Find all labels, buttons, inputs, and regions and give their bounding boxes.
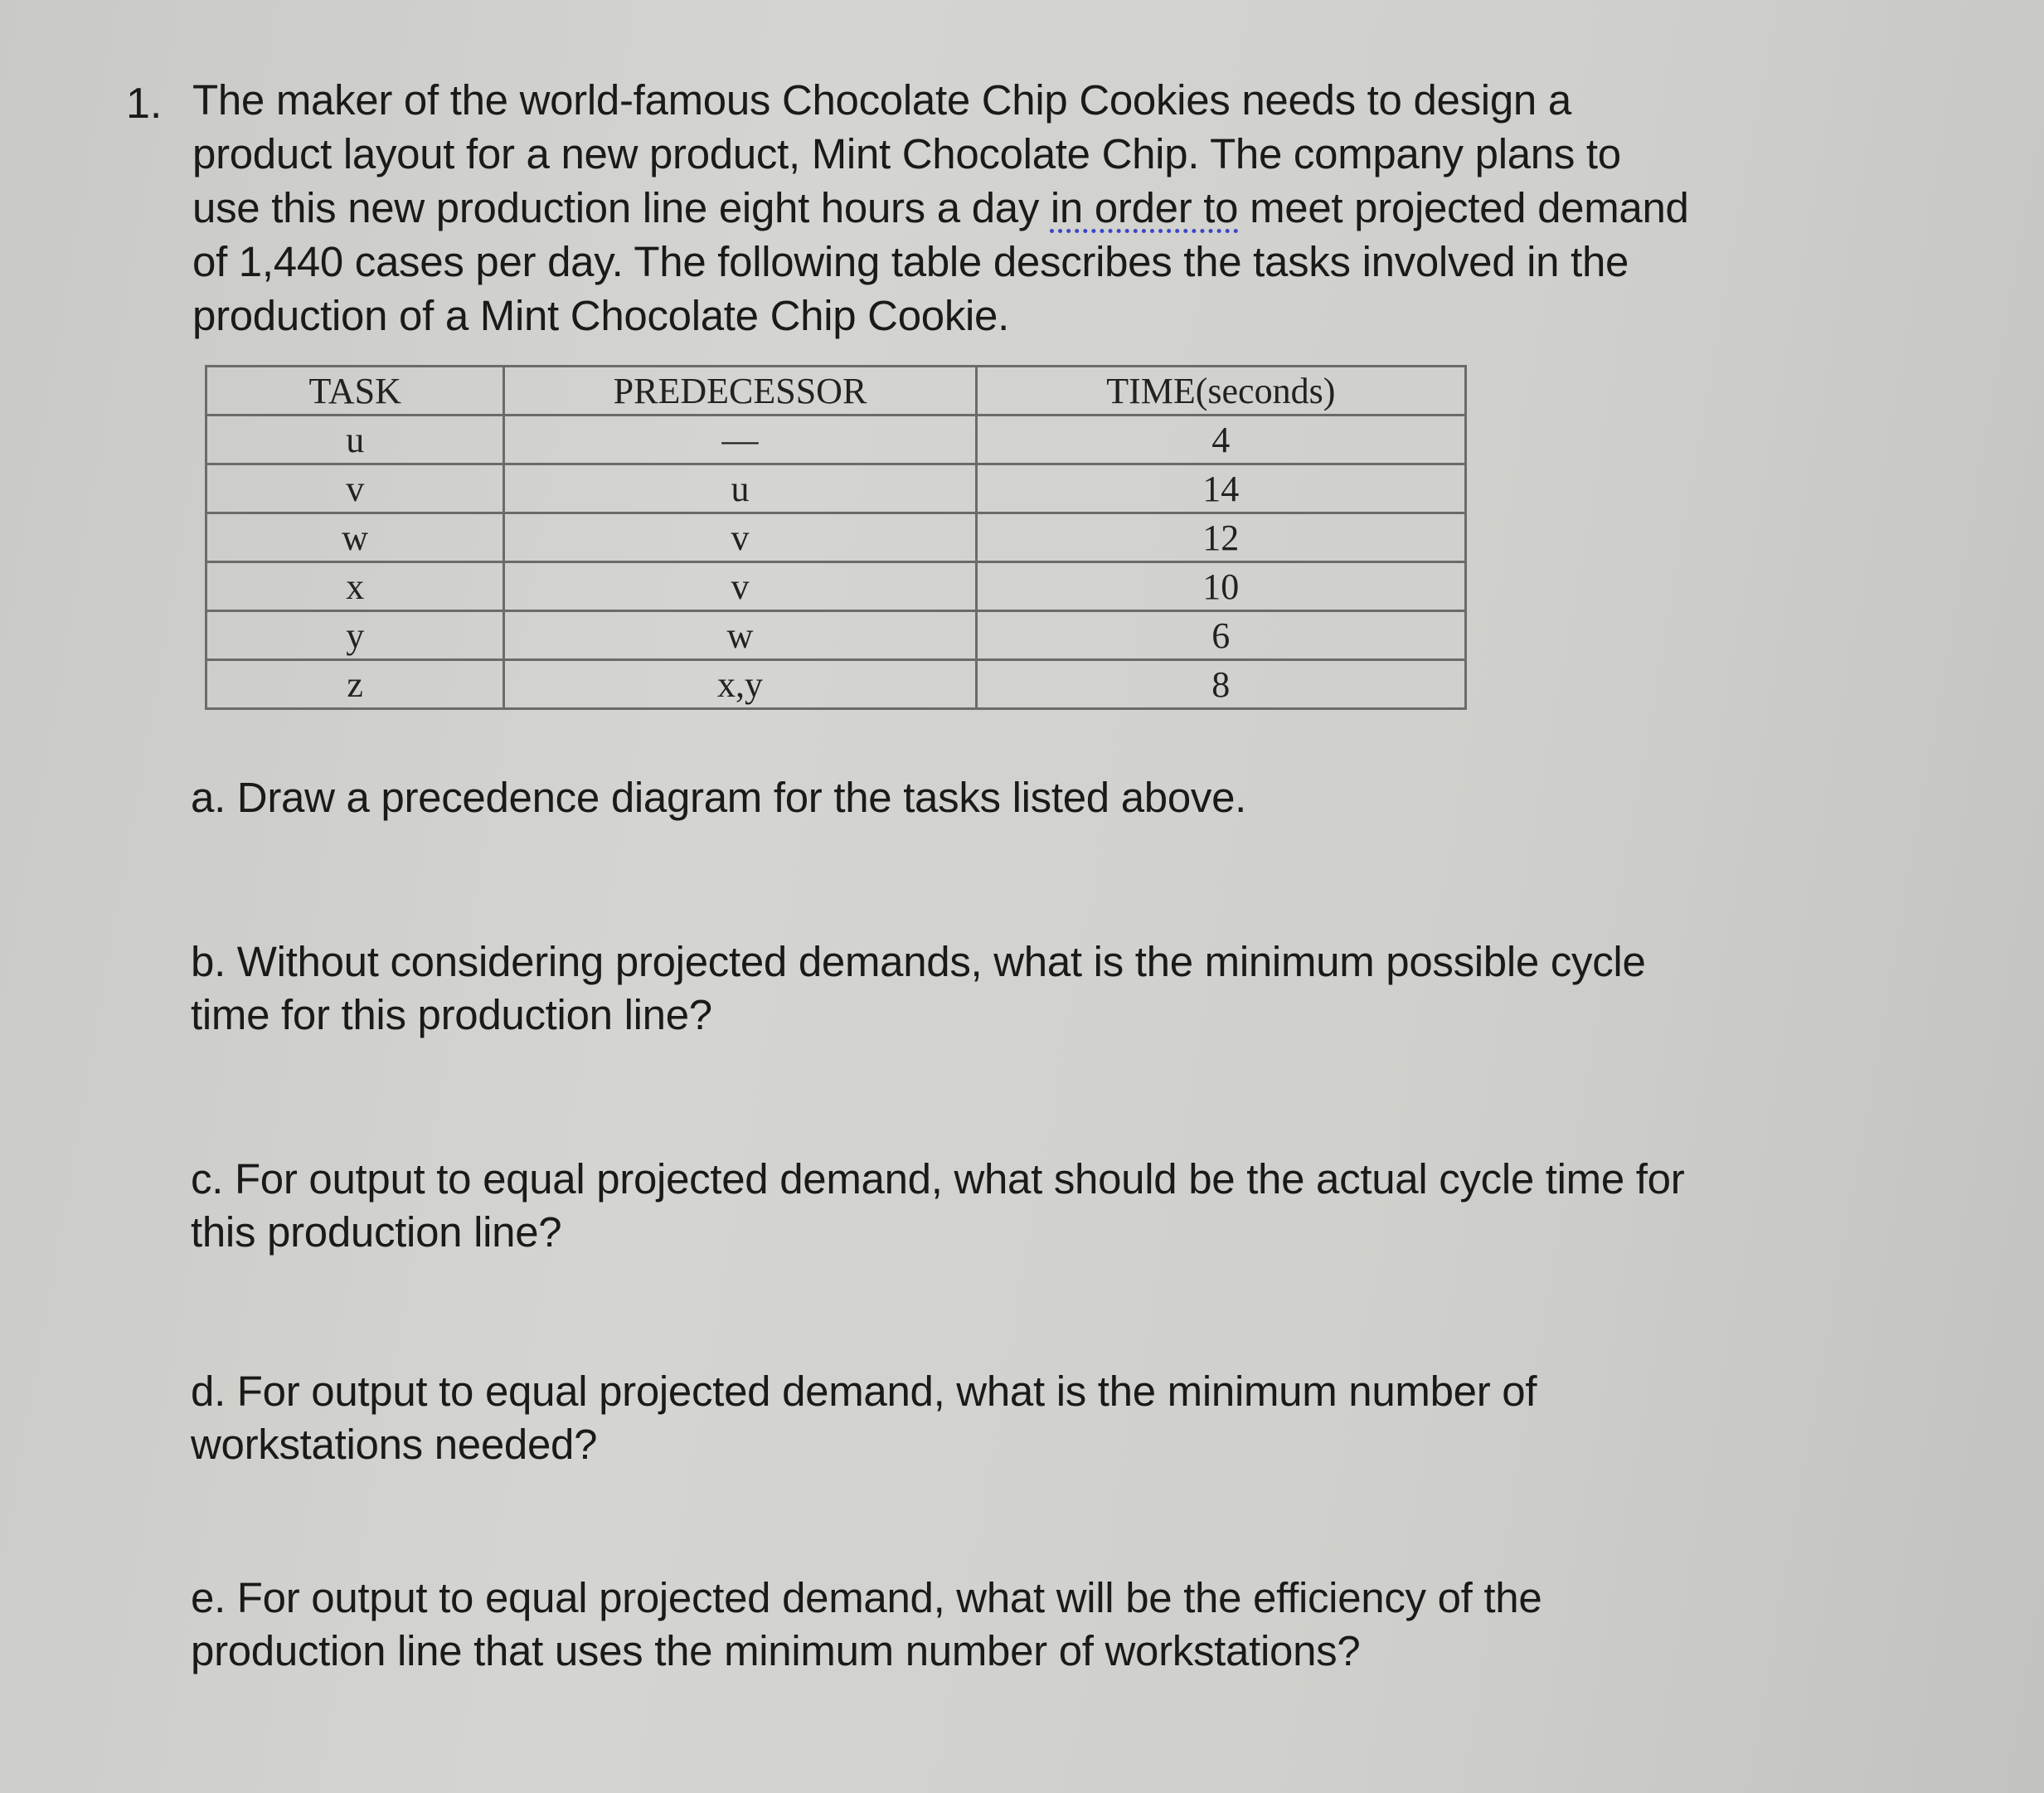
intro-line: of 1,440 cases per day. The following table describes the tasks involved in the	[192, 238, 1629, 285]
table-header-row	[206, 367, 1466, 415]
sub-question-line: e. For output to equal projected demand, what will be the efficiency of the	[191, 1574, 1542, 1621]
cell-task: y	[206, 611, 504, 660]
intro-line	[192, 181, 1901, 235]
intro-line: The maker of the world-famous Chocolate Chip Cookies needs to design a	[192, 76, 1571, 124]
cell-predecessor: v	[504, 513, 976, 562]
sub-question-line: a. Draw a precedence diagram for the tasks listed above.	[191, 774, 1247, 821]
cell-predecessor: v	[504, 562, 976, 611]
cell-time: 14	[976, 464, 1465, 513]
cell-task: v	[206, 464, 504, 513]
intro-segment: use this new production line eight hours a day	[192, 184, 1051, 231]
cell-time: 12	[976, 513, 1465, 562]
sub-question-a	[191, 771, 1891, 824]
cell-task: w	[206, 513, 504, 562]
intro-line: production of a Mint Chocolate Chip Cookie.	[192, 292, 1009, 339]
sub-question-d	[191, 1365, 1891, 1471]
sub-question-line: this production line?	[191, 1208, 562, 1256]
cell-task: x	[206, 562, 504, 611]
cell-task: u	[206, 415, 504, 464]
cell-predecessor: —	[504, 415, 976, 464]
cell-task: z	[206, 660, 504, 709]
header-task: TASK	[206, 367, 504, 415]
cell-time: 4	[976, 415, 1465, 464]
sub-question-c	[191, 1153, 1891, 1259]
question-intro	[192, 73, 1901, 343]
header-time: TIME(seconds)	[976, 367, 1465, 415]
intro-line: product layout for a new product, Mint Chocolate Chip. The company plans to	[192, 130, 1621, 177]
cell-time: 8	[976, 660, 1465, 709]
sub-question-e	[191, 1572, 1891, 1678]
sub-question-b	[191, 935, 1891, 1042]
table-row	[206, 415, 1466, 464]
cell-predecessor: u	[504, 464, 976, 513]
sub-question-line: b. Without considering projected demands, what is the minimum possible cycle	[191, 938, 1646, 985]
cell-time: 10	[976, 562, 1465, 611]
cell-predecessor: w	[504, 611, 976, 660]
table-row	[206, 513, 1466, 562]
sub-question-line: workstations needed?	[191, 1421, 598, 1468]
table-row	[206, 660, 1466, 709]
cell-time: 6	[976, 611, 1465, 660]
sub-question-line: c. For output to equal projected demand, what should be the actual cycle time for	[191, 1155, 1685, 1203]
table-row	[206, 611, 1466, 660]
intro-segment: meet projected demand	[1238, 184, 1689, 231]
question-number: 1.	[126, 80, 163, 128]
table-row	[206, 562, 1466, 611]
sub-question-line: d. For output to equal projected demand, what is the minimum number of	[191, 1368, 1537, 1415]
table-row	[206, 464, 1466, 513]
sub-question-line: time for this production line?	[191, 991, 712, 1038]
grammar-flagged-phrase: in order to	[1050, 184, 1239, 231]
task-table	[205, 365, 1467, 710]
cell-predecessor: x,y	[504, 660, 976, 709]
sub-question-line: production line that uses the minimum number of workstations?	[191, 1627, 1361, 1674]
header-predecessor: PREDECESSOR	[504, 367, 976, 415]
